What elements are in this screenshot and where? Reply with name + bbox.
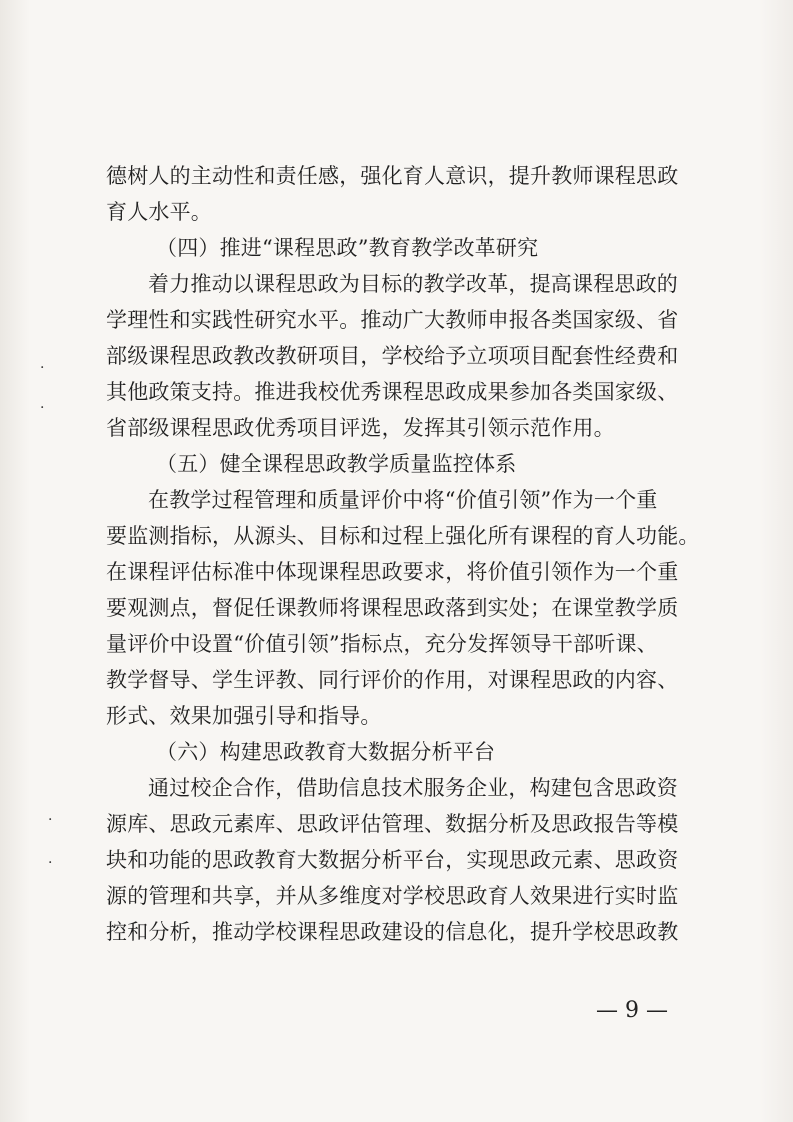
binding-mark: · [40, 360, 45, 376]
text-line: 部级课程思政教改教研项目，学校给予立项项目配套性经费和 [106, 344, 679, 368]
text-line: 在教学过程管理和质量评价中将“价值引领”作为一个重 [148, 488, 658, 512]
paragraph [106, 770, 686, 950]
text-line: 德树人的主动性和责任感，强化育人意识，提升教师课程思政 [106, 164, 679, 188]
text-line: 通过校企合作，借助信息技术服务企业，构建包含思政资 [148, 776, 678, 800]
binding-mark: · [40, 400, 45, 416]
page-number: — 9 — [596, 998, 668, 1023]
text-line: 学理性和实践性研究水平。推动广大教师申报各类国家级、省 [106, 308, 679, 332]
text-line: 形式、效果加强引导和指导。 [106, 704, 382, 728]
text-line: 在课程评估标准中体现课程思政要求，将价值引领作为一个重 [106, 560, 679, 584]
text-line: （五）健全课程思政教学质量监控体系 [156, 452, 517, 476]
text-line: 量评价中设置“价值引领”指标点，充分发挥领导干部听课、 [106, 632, 658, 656]
text-line: 要监测指标，从源头、目标和过程上强化所有课程的育人功能。 [106, 524, 700, 548]
binding-mark: · [48, 855, 53, 871]
text-line: 源的管理和共享，并从多维度对学校思政育人效果进行实时监 [106, 884, 679, 908]
document-body [106, 158, 700, 950]
section-heading [106, 734, 686, 770]
section-heading [106, 230, 686, 266]
text-line: （六）构建思政教育大数据分析平台 [156, 740, 496, 764]
text-line: 源库、思政元素库、思政评估管理、数据分析及思政报告等模 [106, 812, 679, 836]
text-line: 块和功能的思政教育大数据分析平台，实现思政元素、思政资 [106, 848, 679, 872]
text-line: （四）推进“课程思政”教育教学改革研究 [156, 236, 539, 260]
text-line: 省部级课程思政优秀项目评选，发挥其引领示范作用。 [106, 416, 615, 440]
text-line: 控和分析，推动学校课程思政建设的信息化，提升学校思政教 [106, 920, 679, 944]
text-line: 要观测点，督促任课教师将课程思政落到实处；在课堂教学质 [106, 596, 679, 620]
text-line: 教学督导、学生评教、同行评价的作用，对课程思政的内容、 [106, 668, 679, 692]
text-line: 着力推动以课程思政为目标的教学改革，提高课程思政的 [148, 272, 678, 296]
paragraph [106, 158, 686, 230]
text-line: 其他政策支持。推进我校优秀课程思政成果参加各类国家级、 [106, 380, 679, 404]
paragraph [106, 266, 686, 446]
paragraph [106, 482, 700, 734]
section-heading [106, 446, 686, 482]
text-line: 育人水平。 [106, 200, 212, 224]
binding-mark: · [48, 812, 53, 828]
